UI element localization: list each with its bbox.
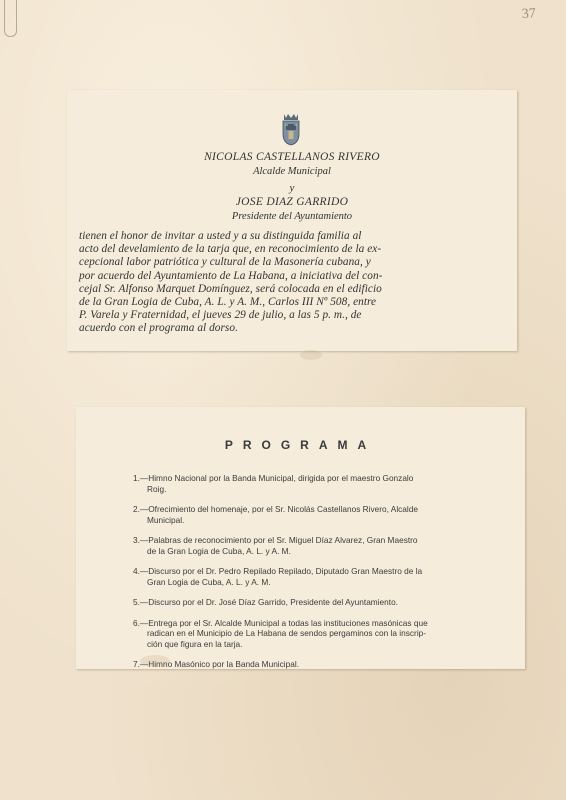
program-item-continuation: Roig. bbox=[147, 483, 167, 494]
program-item-continuation: Municipal. bbox=[147, 514, 185, 525]
conjunction: y bbox=[289, 182, 295, 194]
invitation-body-line: cejal Sr. Alfonso Marquet Domínguez, será colocada en el edificio bbox=[79, 282, 382, 295]
invitation-body-line: de la Gran Logia de Cuba, A. L. y A. M., Carlos III Nº 508, entre bbox=[79, 296, 377, 309]
program-item bbox=[133, 504, 513, 525]
program-item bbox=[133, 473, 513, 494]
program-card bbox=[76, 407, 525, 669]
program-item-continuation: de la Gran Logia de Cuba, A. L. y A. M. bbox=[147, 545, 291, 556]
program-list bbox=[133, 473, 513, 680]
host2-title: Presidente del Ayuntamiento bbox=[231, 211, 353, 222]
program-item-line: 7.—Himno Masónico por la Banda Municipal. bbox=[133, 659, 300, 669]
program-item bbox=[133, 659, 513, 670]
invitation-body-line: acto del develamiento de la tarja que, en reconocimiento de la ex- bbox=[79, 243, 382, 256]
invitation-body-line: por acuerdo del Ayuntamiento de La Habana, a iniciativa del con- bbox=[79, 269, 383, 282]
program-item-continuation: Gran Logia de Cuba, A. L. y A. M. bbox=[147, 576, 271, 587]
program-item-line: 4.—Discurso por el Dr. Pedro Repilado Repilado, Diputado Gran Maestro de la bbox=[133, 566, 423, 576]
program-item bbox=[133, 618, 513, 650]
invitation-body bbox=[79, 230, 507, 340]
program-item bbox=[133, 566, 513, 587]
invitation-card bbox=[67, 90, 517, 351]
invitation-body-line: acuerdo con el programa al dorso. bbox=[79, 322, 238, 335]
program-item-line: 3.—Palabras de reconocimiento por el Sr. Miguel Díaz Alvarez, Gran Maestro bbox=[133, 535, 418, 545]
paper-stain bbox=[140, 655, 170, 667]
paper-stain bbox=[300, 350, 322, 360]
binding-clip bbox=[4, 0, 17, 37]
host1-title: Alcalde Municipal bbox=[253, 166, 331, 177]
host1-name: NICOLAS CASTELLANOS RIVERO bbox=[204, 151, 380, 163]
program-item-line: 5.—Discurso por el Dr. José Díaz Garrido, Presidente del Ayuntamiento. bbox=[133, 597, 399, 607]
program-item-continuation: ción que figura en la tarja. bbox=[147, 638, 243, 649]
invitation-body-line: P. Varela y Fraternidad, el jueves 29 de julio, a las 5 p. m., de bbox=[79, 309, 362, 322]
program-item-line: 2.—Ofrecimiento del homenaje, por el Sr. Nicolás Castellanos Rivero, Alcalde bbox=[133, 504, 418, 514]
program-item-line: 1.—Himno Nacional por la Banda Municipal, dirigida por el maestro Gonzalo bbox=[133, 473, 414, 483]
program-item-line: 6.—Entrega por el Sr. Alcalde Municipal a todas las instituciones masónicas que bbox=[133, 617, 428, 628]
havana-coat-of-arms-icon bbox=[280, 112, 302, 146]
program-item bbox=[133, 597, 513, 608]
program-item bbox=[133, 535, 513, 556]
invitation-body-line: cepcional labor patriótica y cultural de la Masonería cubana, y bbox=[79, 256, 371, 269]
program-item-continuation: radican en el Municipio de La Habana de sendos pergaminos con la inscrip- bbox=[147, 628, 427, 638]
page-number: 37 bbox=[521, 6, 537, 23]
host2-name: JOSE DIAZ GARRIDO bbox=[235, 196, 349, 208]
invitation-body-line: tienen el honor de invitar a usted y a su distinguida familia al bbox=[79, 230, 362, 242]
program-heading: PROGRAMA bbox=[224, 438, 377, 452]
